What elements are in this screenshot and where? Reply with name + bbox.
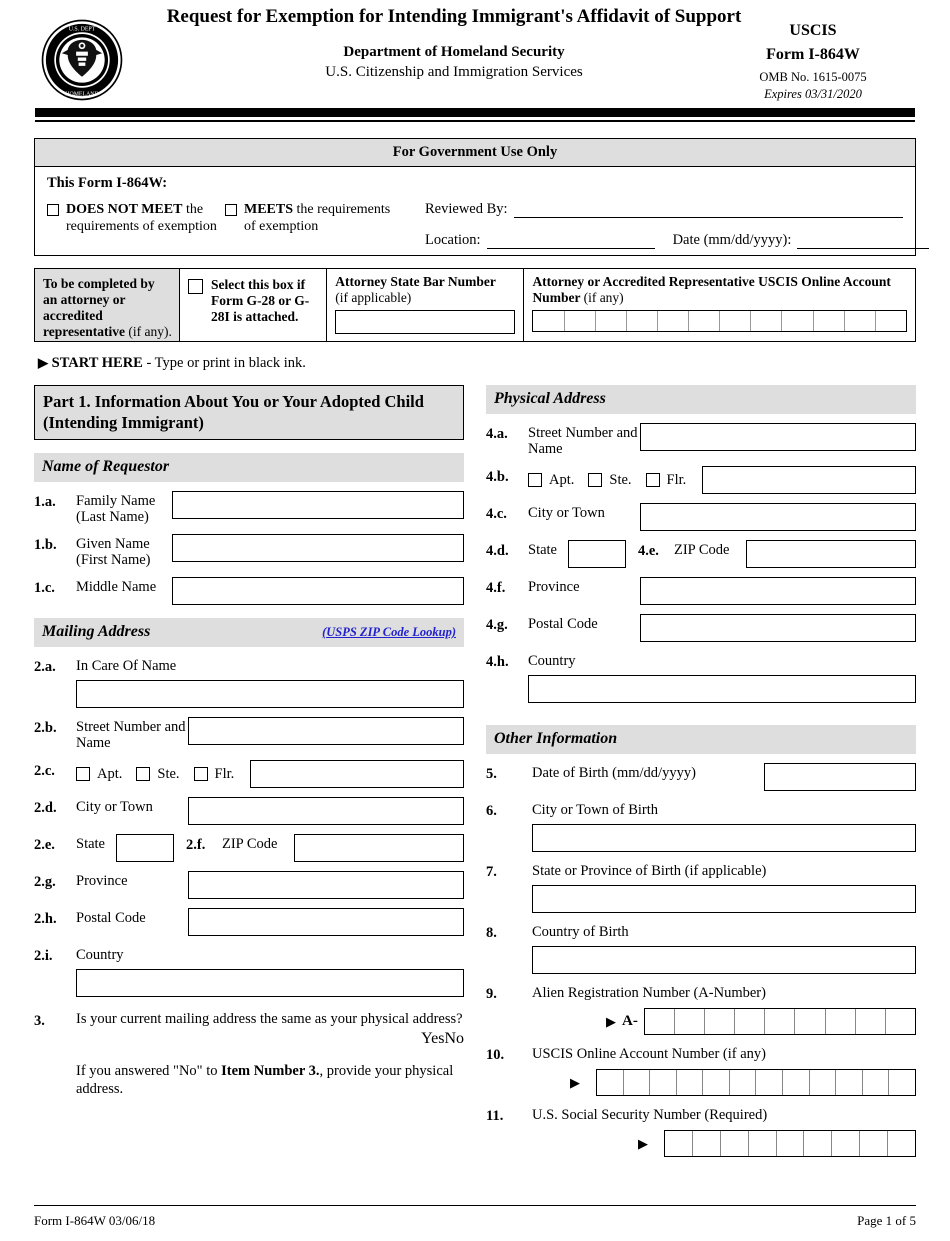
physical-address-section [486,385,916,414]
attorney-online-account-cells[interactable] [532,310,907,332]
field-4e-number: 4.e. [638,543,659,559]
header-center [154,6,754,81]
field-2b-number: 2.b. [34,720,57,736]
question-3 [34,1010,464,1098]
mailing-country-input[interactable] [76,969,464,997]
character-cell[interactable] [533,311,564,331]
start-here-bold: START HERE [51,355,143,371]
attorney-online-account-sub: (if any) [583,290,624,305]
checkbox-mailing-flr[interactable] [194,767,208,781]
field-2b-label: Street Number and Name [76,719,186,751]
field-8-labelrow [486,922,916,942]
family-name-input[interactable] [172,491,464,519]
start-here-instruction [34,355,916,372]
physical-city-input[interactable] [640,503,916,531]
physical-street-input[interactable] [640,423,916,451]
right-column [486,385,916,1157]
field-11-number: 11. [486,1108,504,1124]
attorney-bar-number-title: Attorney State Bar Number [335,274,496,289]
physical-state-input[interactable] [568,540,626,568]
attorney-bar-number-cell [327,269,524,341]
dhs-seal-icon [40,18,124,102]
this-form-label: This Form I-864W: [47,175,168,191]
omb-number: OMB No. 1615-0075 [759,70,867,84]
agency-name: Department of Homeland Security [343,44,565,60]
government-use-body [35,167,915,255]
left-column [34,385,464,1157]
character-cell[interactable] [860,1131,888,1156]
field-7-number: 7. [486,864,497,880]
expiration-date: Expires 03/31/2020 [764,87,862,101]
character-cell[interactable] [826,1009,856,1034]
field-6-label: City or Town of Birth [532,802,658,818]
mailing-street-input[interactable] [188,717,464,745]
column-gap [464,385,486,1157]
field-2i-label: Country [76,947,124,963]
field-2e-2f [34,834,464,862]
mailing-province-input[interactable] [188,871,464,899]
footer-page-number: Page 1 of 5 [857,1213,916,1228]
physical-zip-input[interactable] [746,540,916,568]
mailing-zip-input[interactable] [294,834,464,862]
field-2b [34,717,464,751]
footer-row [34,1206,916,1229]
field-4d-label: State [528,542,557,558]
other-information-label: Other Information [494,730,618,747]
attorney-instruction-bold: To be completed by an attorney or accredited representative [43,276,155,339]
character-cell[interactable] [705,1009,735,1034]
question-3-body [76,1010,464,1098]
field-2c [34,760,464,788]
field-2c-number: 2.c. [34,763,55,779]
checkbox-meets[interactable] [225,204,237,216]
field-2g [34,871,464,899]
character-cell[interactable] [735,1009,765,1034]
government-use-title: For Government Use Only [35,139,915,167]
field-4g [486,614,916,642]
field-4g-label: Postal Code [528,616,598,632]
location-label: Location: [425,232,481,248]
field-2h [34,908,464,936]
reviewed-by-label: Reviewed By: [425,201,508,217]
option-does-not-meet-rest: the requirements of exemption [66,202,217,234]
label-q3-no: No [444,1030,464,1047]
field-2e-number: 2.e. [34,837,55,853]
field-10-inputrow [486,1069,916,1096]
field-4h-number: 4.h. [486,654,509,670]
field-2a-labelrow [34,656,464,676]
field-4f [486,577,916,605]
label-q3-yes: Yes [421,1030,445,1047]
character-cell[interactable] [675,1009,705,1034]
start-here-rest: - Type or print in black ink. [146,355,306,371]
field-9 [486,983,916,1035]
field-4h-labelrow [486,651,916,671]
field-4f-label: Province [528,579,580,595]
field-2i-labelrow [34,945,464,965]
field-1c-label: Middle Name [76,579,157,595]
checkbox-physical-flr[interactable] [646,473,660,487]
option-meets-text [244,201,403,235]
character-cell[interactable] [730,1070,757,1095]
field-2a [34,656,464,708]
ssn-cells[interactable] [664,1130,916,1157]
field-4e-label: ZIP Code [674,542,730,558]
field-2d-label: City or Town [76,799,153,815]
field-2a-number: 2.a. [34,659,56,675]
field-6-labelrow [486,800,916,820]
field-10-label: USCIS Online Account Number (if any) [532,1046,766,1062]
field-11-labelrow [486,1105,916,1125]
field-2e-label: State [76,836,105,852]
option-does-not-meet-bold: DOES NOT MEET [66,202,183,217]
character-cell[interactable] [658,311,689,331]
attorney-online-account-cell [524,269,915,341]
attorney-instruction-norm: (if any). [128,324,172,339]
question-3-answers [76,1030,464,1048]
date-input[interactable] [797,233,929,249]
character-cell[interactable] [596,311,627,331]
field-9-labelrow [486,983,916,1003]
character-cell[interactable] [749,1131,777,1156]
label-mailing-ste: Ste. [157,765,180,782]
checkbox-physical-apt[interactable] [528,473,542,487]
label-mailing-apt: Apt. [97,765,123,782]
form-header [34,0,916,108]
option-meets[interactable] [225,201,403,235]
character-cell[interactable] [665,1131,693,1156]
field-7-label: State or Province of Birth (if applicable) [532,863,767,879]
field-10-number: 10. [486,1047,505,1063]
field-1c-number: 1.c. [34,580,55,596]
field-9-number: 9. [486,986,497,1002]
option-does-not-meet-text [66,201,225,235]
character-cell[interactable] [677,1070,704,1095]
character-cell[interactable] [565,311,596,331]
government-use-section [34,138,916,256]
question-3-number: 3. [34,1013,45,1029]
attorney-bar-number-input[interactable] [335,310,515,334]
field-4a-label: Street Number and Name [528,425,638,457]
subagency-name: U.S. Citizenship and Immigration Services [325,64,583,80]
character-cell[interactable] [845,311,876,331]
checkbox-g28-attached[interactable] [188,279,203,294]
field-4c-label: City or Town [528,505,605,521]
uscis-online-account-cells[interactable] [596,1069,916,1096]
svg-text:U.S. DEPT: U.S. DEPT [68,26,96,33]
field-11 [486,1105,916,1157]
character-cell[interactable] [777,1131,805,1156]
label-physical-apt: Apt. [549,471,575,488]
character-cell[interactable] [751,311,782,331]
physical-province-input[interactable] [640,577,916,605]
triangle-right-icon: ▶ [38,355,48,370]
character-cell[interactable] [888,1131,915,1156]
character-cell[interactable] [782,311,813,331]
field-5-label: Date of Birth (mm/dd/yyyy) [532,765,696,781]
question-3-note-pre: If you answered "No" to [76,1063,222,1079]
field-8-number: 8. [486,925,497,941]
field-9-label: Alien Registration Number (A-Number) [532,985,766,1001]
mailing-postal-input[interactable] [188,908,464,936]
field-4c-number: 4.c. [486,506,507,522]
city-of-birth-input[interactable] [532,824,916,852]
attorney-bar-number-sub: (if applicable) [335,290,412,305]
field-4d-4e [486,540,916,568]
attorney-g28-cell[interactable] [180,269,327,341]
physical-unit-number-input[interactable] [702,466,916,494]
character-cell[interactable] [689,311,720,331]
header-divider-line [35,120,915,122]
field-1c [34,577,464,605]
header-right [718,22,908,102]
field-4f-number: 4.f. [486,580,506,596]
field-1a-number: 1.a. [34,494,56,510]
field-4d-number: 4.d. [486,543,509,559]
field-2d-number: 2.d. [34,800,57,816]
field-9-inputrow [486,1008,916,1035]
label-physical-ste: Ste. [609,471,632,488]
character-cell[interactable] [832,1131,860,1156]
field-6-number: 6. [486,803,497,819]
character-cell[interactable] [856,1009,886,1034]
character-cell[interactable] [627,311,658,331]
field-10 [486,1044,916,1096]
character-cell[interactable] [650,1070,677,1095]
field-2d [34,797,464,825]
checkbox-mailing-ste[interactable] [136,767,150,781]
question-3-note-post: , provide your physical address. [76,1063,454,1097]
field-6 [486,800,916,852]
triangle-right-icon-online-account: ▶ [570,1074,580,1090]
footer-form-id: Form I-864W 03/06/18 [34,1213,156,1228]
svg-text:HOMELAND: HOMELAND [65,91,99,98]
option-meets-rest: the requirements of exemption [244,202,391,234]
field-8 [486,922,916,974]
date-label: Date (mm/dd/yyyy): [672,232,792,248]
field-2g-number: 2.g. [34,874,56,890]
character-cell[interactable] [721,1131,749,1156]
character-cell[interactable] [645,1009,675,1034]
form-number: Form I-864W [766,46,860,63]
question-3-note [76,1062,464,1098]
name-of-requestor-label: Name of Requestor [42,458,170,475]
field-5-number: 5. [486,766,497,782]
character-cell[interactable] [720,311,751,331]
field-4b [486,466,916,494]
physical-country-input[interactable] [528,675,916,703]
field-1b [34,534,464,568]
mailing-in-care-of-input[interactable] [76,680,464,708]
question-3-note-bold: Item Number 3. [221,1063,320,1079]
character-cell[interactable] [703,1070,730,1095]
mailing-state-input[interactable] [116,834,174,862]
character-cell[interactable] [836,1070,863,1095]
character-cell[interactable] [804,1131,832,1156]
triangle-right-icon-a-number: ▶ [606,1013,616,1029]
label-mailing-flr: Flr. [214,765,235,782]
character-cell[interactable] [597,1070,624,1095]
character-cell[interactable] [876,311,906,331]
character-cell[interactable] [814,311,845,331]
character-cell[interactable] [756,1070,783,1095]
triangle-right-icon-ssn: ▶ [638,1135,648,1151]
field-5 [486,763,916,791]
mailing-address-section [34,618,464,647]
checkbox-does-not-meet[interactable] [47,204,59,216]
field-11-label: U.S. Social Security Number (Required) [532,1107,768,1123]
character-cell[interactable] [889,1070,915,1095]
state-of-birth-input[interactable] [532,885,916,913]
name-of-requestor-section [34,453,464,482]
field-2c-unit-row [76,760,464,788]
character-cell[interactable] [783,1070,810,1095]
reviewed-by-row [425,201,903,218]
field-4h-label: Country [528,653,576,669]
physical-address-label: Physical Address [494,390,606,407]
reviewed-by-input[interactable] [514,202,903,218]
character-cell[interactable] [795,1009,825,1034]
field-7-labelrow [486,861,916,881]
field-2f-label: ZIP Code [222,836,278,852]
field-10-labelrow [486,1044,916,1064]
character-cell[interactable] [863,1070,890,1095]
header-divider-bar [35,108,915,117]
attorney-instruction-cell [35,269,180,341]
field-1a [34,491,464,525]
location-date-row [425,232,903,249]
uscis-label: USCIS [789,22,837,39]
field-8-label: Country of Birth [532,924,629,940]
checkbox-physical-ste[interactable] [588,473,602,487]
field-4b-unit-row [528,466,916,494]
mailing-unit-number-input[interactable] [250,760,464,788]
given-name-input[interactable] [172,534,464,562]
g28-checkbox-label: Select this box if Form G-28 or G-28I is attached. [210,277,310,324]
field-2a-label: In Care Of Name [76,658,177,674]
a-number-cells[interactable] [644,1008,916,1035]
a-number-prefix: A- [622,1013,638,1029]
character-cell[interactable] [693,1131,721,1156]
option-does-not-meet[interactable] [47,201,225,235]
character-cell[interactable] [810,1070,837,1095]
other-information-section [486,725,916,754]
character-cell[interactable] [624,1070,651,1095]
form-body [34,385,916,1157]
date-of-birth-input[interactable] [764,763,916,791]
part1-heading: Part 1. Information About You or Your Adopted Child (Intending Immigrant) [34,385,464,440]
question-3-text: Is your current mailing address the same as your physical address? [76,1011,463,1027]
field-2g-label: Province [76,873,128,889]
attorney-online-account-title [532,274,907,306]
form-footer [34,1205,916,1229]
form-title: Request for Exemption for Intending Immigrant's Affidavit of Support [166,6,742,27]
field-2i-number: 2.i. [34,948,53,964]
location-input[interactable] [487,233,655,249]
character-cell[interactable] [765,1009,795,1034]
field-4a-number: 4.a. [486,426,508,442]
mailing-address-label: Mailing Address [42,623,151,640]
country-of-birth-input[interactable] [532,946,916,974]
field-11-inputrow [486,1130,916,1157]
physical-postal-input[interactable] [640,614,916,642]
attorney-online-account-title-text: Attorney or Accredited Representative USCIS Online Account Number [532,274,891,305]
field-4a [486,423,916,457]
option-meets-bold: MEETS [244,202,294,217]
middle-name-input[interactable] [172,577,464,605]
character-cell[interactable] [886,1009,915,1034]
mailing-city-input[interactable] [188,797,464,825]
label-physical-flr: Flr. [666,471,687,488]
field-4h [486,651,916,703]
field-1b-label: Given Name (First Name) [76,536,151,568]
field-4g-number: 4.g. [486,617,508,633]
attorney-section [34,268,916,342]
field-2f-number: 2.f. [186,837,206,853]
field-1a-label: Family Name (Last Name) [76,493,156,525]
field-4c [486,503,916,531]
usps-zip-lookup-link[interactable]: (USPS ZIP Code Lookup) [322,625,456,639]
field-2h-label: Postal Code [76,910,146,926]
field-4b-number: 4.b. [486,469,509,485]
field-7 [486,861,916,913]
checkbox-mailing-apt[interactable] [76,767,90,781]
field-2i [34,945,464,997]
field-2h-number: 2.h. [34,911,57,927]
field-1b-number: 1.b. [34,537,57,553]
government-review-fields [425,201,903,249]
